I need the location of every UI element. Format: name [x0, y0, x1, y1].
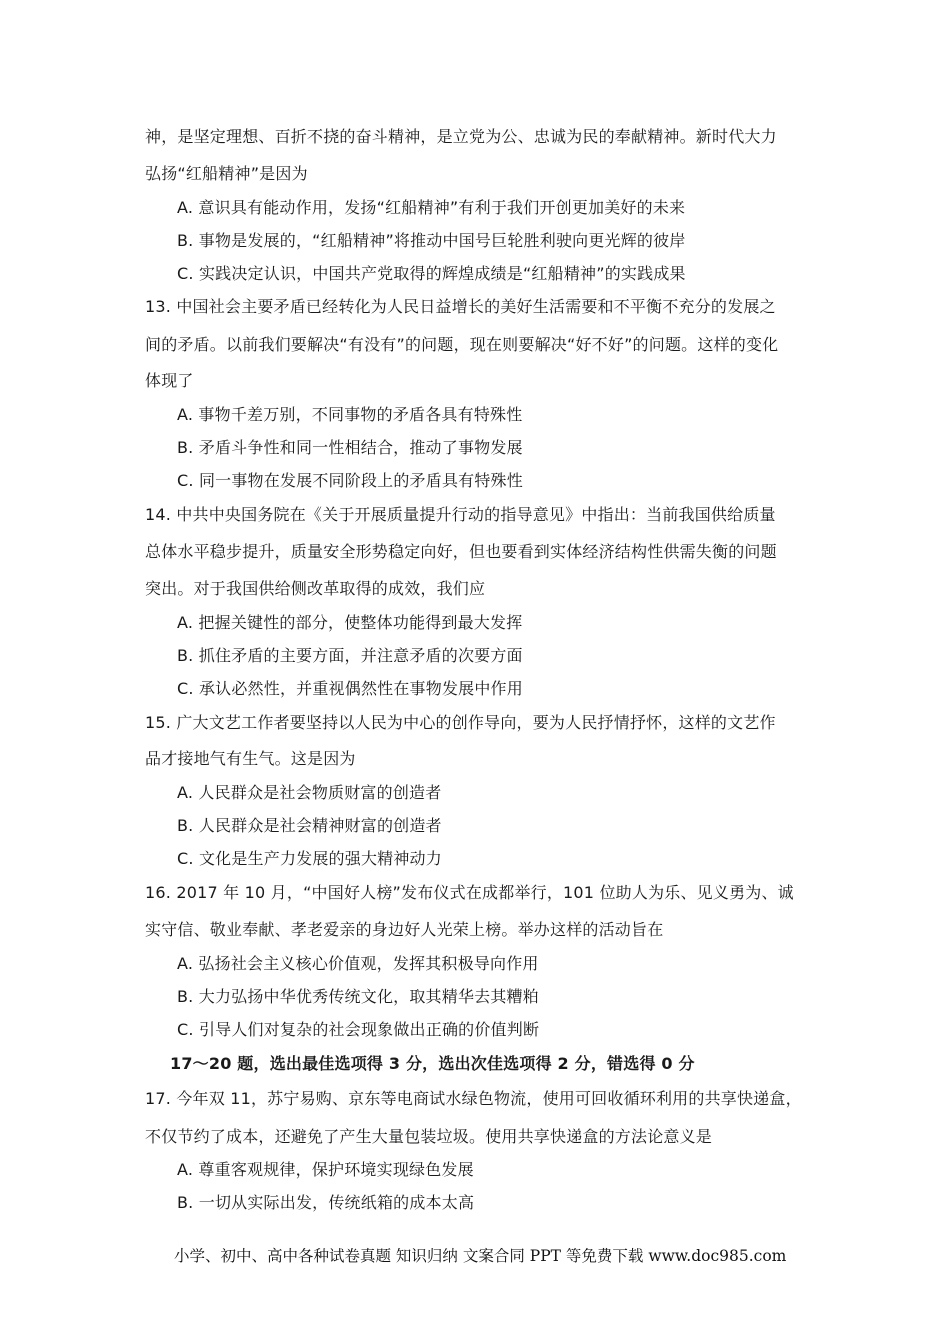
- question-14: 14. 中共中央国务院在《关于开展质量提升行动的指导意见》中指出：当前我国供给质量: [145, 505, 776, 524]
- option-a: A. 弘扬社会主义核心价值观，发挥其积极导向作用: [177, 954, 539, 973]
- question-15: 15. 广大文艺工作者要坚持以人民为中心的创作导向，要为人民抒情抒怀，这样的文艺作: [145, 713, 776, 732]
- option-b: B. 事物是发展的，“红船精神”将推动中国号巨轮胜利驶向更光辉的彼岸: [177, 231, 686, 250]
- paragraph-line: 神，是坚定理想、百折不挠的奋斗精神，是立党为公、忠诚为民的奉献精神。新时代大力: [145, 127, 777, 146]
- paragraph-line: 弘扬“红船精神”是因为: [145, 164, 308, 183]
- option-a: A. 把握关键性的部分，使整体功能得到最大发挥: [177, 613, 523, 632]
- option-c: C. 承认必然性，并重视偶然性在事物发展中作用: [177, 679, 523, 698]
- paragraph-line: 突出。对于我国供给侧改革取得的成效，我们应: [145, 579, 486, 598]
- option-a: A. 尊重客观规律，保护环境实现绿色发展: [177, 1160, 474, 1179]
- option-b: B. 大力弘扬中华优秀传统文化，取其精华去其糟粕: [177, 987, 539, 1006]
- question-16: 16. 2017 年 10 月，“中国好人榜”发布仪式在成都举行，101 位助人为乐、见义勇为、诚: [145, 883, 794, 902]
- option-c: C. 文化是生产力发展的强大精神动力: [177, 849, 442, 868]
- option-b: B. 人民群众是社会精神财富的创造者: [177, 816, 442, 835]
- option-c: C. 引导人们对复杂的社会现象做出正确的价值判断: [177, 1020, 540, 1039]
- paragraph-line: 总体水平稳步提升，质量安全形势稳定向好，但也要看到实体经济结构性供需失衡的问题: [145, 542, 777, 561]
- footer-watermark: 小学、初中、高中各种试卷真题 知识归纳 文案合同 PPT 等免费下载 www.doc985.com: [174, 1247, 787, 1265]
- option-a: A. 事物千差万别，不同事物的矛盾各具有特殊性: [177, 405, 523, 424]
- option-b: B. 一切从实际出发，传统纸箱的成本太高: [177, 1193, 475, 1212]
- question-17: 17. 今年双 11，苏宁易购、京东等电商试水绿色物流，使用可回收循环利用的共享快递盒，: [145, 1089, 802, 1108]
- paragraph-line: 实守信、敬业奉献、孝老爱亲的身边好人光荣上榜。举办这样的活动旨在: [145, 920, 664, 939]
- section-heading: 17～20 题，选出最佳选项得 3 分，选出次佳选项得 2 分，错选得 0 分: [170, 1054, 695, 1073]
- option-a: A. 人民群众是社会物质财富的创造者: [177, 783, 442, 802]
- option-b: B. 抓住矛盾的主要方面，并注意矛盾的次要方面: [177, 646, 523, 665]
- option-b: B. 矛盾斗争性和同一性相结合，推动了事物发展: [177, 438, 523, 457]
- option-a: A. 意识具有能动作用，发扬“红船精神”有利于我们开创更加美好的未来: [177, 198, 686, 217]
- paragraph-line: 品才接地气有生气。这是因为: [145, 749, 356, 768]
- paragraph-line: 体现了: [145, 371, 194, 390]
- option-c: C. 同一事物在发展不同阶段上的矛盾具有特殊性: [177, 471, 523, 490]
- paragraph-line: 不仅节约了成本，还避免了产生大量包装垃圾。使用共享快递盒的方法论意义是: [145, 1127, 713, 1146]
- option-c: C. 实践决定认识，中国共产党取得的辉煌成绩是“红船精神”的实践成果: [177, 264, 686, 283]
- question-13: 13. 中国社会主要矛盾已经转化为人民日益增长的美好生活需要和不平衡不充分的发展之: [145, 297, 776, 316]
- paragraph-line: 间的矛盾。以前我们要解决“有没有”的问题，现在则要解决“好不好”的问题。这样的变化: [145, 335, 779, 354]
